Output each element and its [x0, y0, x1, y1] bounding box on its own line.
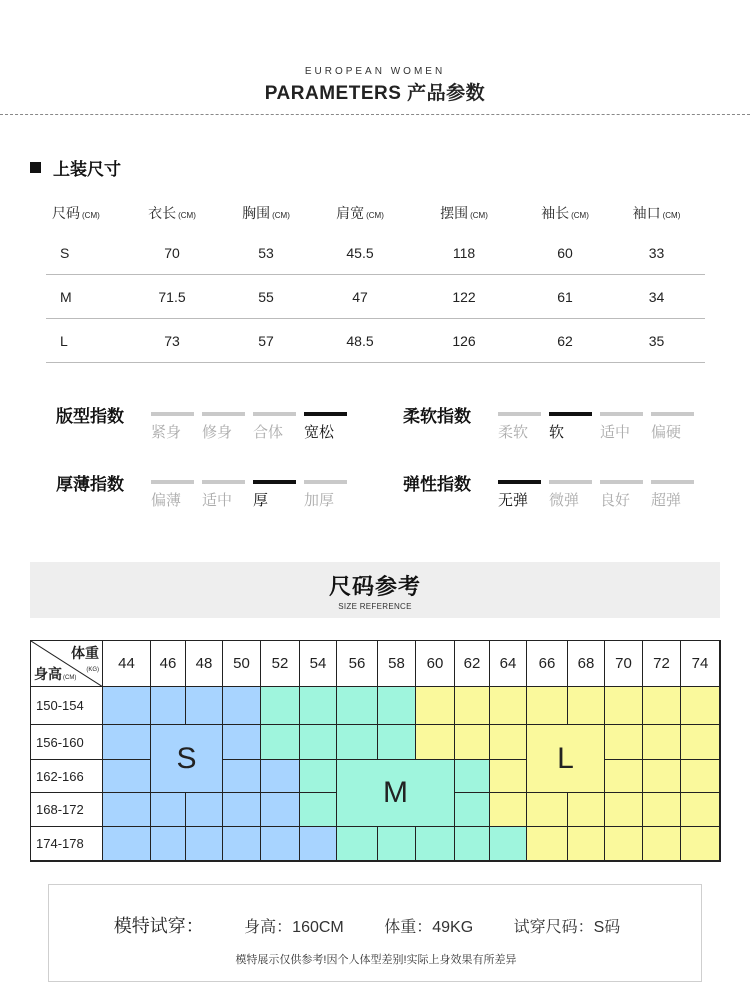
- index-level-bar: [549, 412, 592, 416]
- index-option: [651, 470, 694, 510]
- index-level-bar: [253, 412, 296, 416]
- section-title: 上装尺寸: [53, 160, 121, 179]
- size-grid-cell: [186, 827, 223, 861]
- header-subtitle: EUROPEAN WOMEN: [304, 66, 446, 77]
- height-row-label: 150-154: [31, 687, 103, 725]
- column-header: [126, 203, 218, 223]
- size-reference-grid: [30, 640, 721, 862]
- index-option: [304, 402, 347, 442]
- weight-header-cell: 72: [643, 641, 681, 687]
- model-info-box: [48, 884, 702, 982]
- column-header-label: 尺码: [52, 205, 80, 221]
- index-level-bar: [304, 412, 347, 416]
- weight-header-cell: 48: [186, 641, 223, 687]
- size-grid-cell: [186, 687, 223, 725]
- index-option-label: 微弹: [549, 492, 580, 509]
- size-grid-cell: [605, 793, 643, 827]
- weight-header-cell: 52: [261, 641, 300, 687]
- index-option-label: 合体: [253, 424, 284, 441]
- table-cell: 122: [452, 288, 476, 305]
- index-option-label: 软: [549, 424, 565, 441]
- column-header: [314, 203, 406, 223]
- size-grid-cell: [681, 760, 720, 793]
- index-option-label: 偏硬: [651, 424, 682, 441]
- index-option: [202, 402, 245, 442]
- size-reference-banner: [30, 562, 720, 618]
- index-level-bar: [651, 480, 694, 484]
- table-cell: 61: [557, 288, 573, 305]
- column-header-label: 袖口: [632, 205, 661, 221]
- size-grid-cell: [300, 687, 337, 725]
- column-header: [218, 203, 314, 223]
- size-grid-cell: [261, 687, 300, 725]
- index-option: [600, 470, 643, 510]
- size-grid-cell: [455, 687, 490, 725]
- size-grid-cell: [103, 687, 151, 725]
- index-option: [600, 402, 643, 442]
- table-cell: 71.5: [158, 288, 186, 305]
- weight-header-cell: 74: [681, 641, 720, 687]
- index-option: [253, 402, 296, 442]
- index-option-label: 超弹: [651, 492, 682, 509]
- corner-height-label: [34, 664, 76, 684]
- size-grid-cell: [681, 687, 720, 725]
- size-grid-cell: [681, 793, 720, 827]
- corner-cell: [31, 641, 103, 687]
- index-level-bar: [304, 480, 347, 484]
- size-grid-cell: [261, 793, 300, 827]
- corner-height-text: 身高: [34, 666, 62, 682]
- index-option-label: 紧身: [151, 424, 182, 441]
- size-grid-cell: [103, 793, 151, 827]
- weight-header-cell: 68: [568, 641, 605, 687]
- size-grid-cell: [681, 725, 720, 760]
- index-option: [549, 470, 592, 510]
- size-grid-cell: [300, 760, 337, 793]
- size-grid-cell: [223, 687, 261, 725]
- unit-label: (CM): [470, 211, 488, 220]
- table-cell: 33: [648, 244, 665, 261]
- size-grid-cell: [337, 725, 378, 760]
- index-level-bar: [600, 480, 643, 484]
- height-row-label: 156-160: [31, 725, 103, 760]
- table-cell: 53: [258, 244, 274, 261]
- size-grid-cell: [490, 793, 527, 827]
- size-grid-cell: [337, 687, 378, 725]
- table-cell: 55: [258, 288, 274, 305]
- table-row: [46, 275, 705, 319]
- corner-height-unit: (CM): [63, 675, 77, 681]
- measurement-table: [46, 195, 705, 363]
- size-grid-cell: [643, 725, 681, 760]
- size-grid-cell: [455, 760, 490, 793]
- size-zone-label: S: [151, 725, 223, 793]
- size-grid-cell: [527, 793, 568, 827]
- size-grid-cell: [490, 725, 527, 760]
- index-option: [498, 402, 541, 442]
- table-header-row: [46, 195, 705, 231]
- size-grid-cell: [568, 687, 605, 725]
- size-grid-cell: [223, 827, 261, 861]
- weight-header-cell: 64: [490, 641, 527, 687]
- model-note: 模特展示仅供参考!因个人体型差别!实际上身效果有所差异: [235, 954, 517, 966]
- table-cell: 48.5: [346, 332, 374, 349]
- size-grid-cell: [261, 725, 300, 760]
- unit-label: (CM): [571, 211, 589, 220]
- size-grid-cell: [300, 725, 337, 760]
- size-grid-cell: [643, 687, 681, 725]
- index-option: [304, 470, 347, 510]
- model-label: 模特试穿：: [113, 916, 204, 936]
- index-level-bar: [253, 480, 296, 484]
- table-cell: 70: [164, 244, 180, 261]
- corner-weight-label: [71, 643, 99, 673]
- index-level-bar: [202, 412, 245, 416]
- unit-label: (CM): [82, 211, 100, 220]
- column-header-label: 袖长: [541, 205, 570, 221]
- index-option: [151, 402, 194, 442]
- weight-header-cell: 50: [223, 641, 261, 687]
- table-cell: 62: [557, 332, 573, 349]
- table-cell: M: [60, 288, 72, 305]
- size-grid-cell: [151, 827, 186, 861]
- index-level-bar: [600, 412, 643, 416]
- index-level-bar: [498, 412, 541, 416]
- table-cell: L: [60, 332, 68, 349]
- size-grid-cell: [455, 793, 490, 827]
- index-option: [651, 402, 694, 442]
- index-option: [202, 470, 245, 510]
- model-height: 身高：160CM: [244, 919, 344, 936]
- column-header-label: 摆围: [440, 205, 469, 221]
- table-row: [46, 319, 705, 363]
- weight-header-cell: 60: [416, 641, 455, 687]
- index-option: [253, 470, 296, 510]
- size-grid-cell: [416, 687, 455, 725]
- column-header-label: 胸围: [242, 205, 271, 221]
- index-label: 版型指数: [56, 407, 124, 426]
- size-zone-label: M: [337, 760, 455, 827]
- height-row-label: 168-172: [31, 793, 103, 827]
- column-header-label: 肩宽: [336, 205, 365, 221]
- size-grid-cell: [186, 793, 223, 827]
- size-grid-cell: [416, 827, 455, 861]
- index-level-bar: [202, 480, 245, 484]
- table-cell: 45.5: [346, 244, 374, 261]
- size-grid-cell: [490, 687, 527, 725]
- size-grid-cell: [490, 827, 527, 861]
- index-label: 厚薄指数: [56, 475, 124, 494]
- size-grid-cell: [300, 827, 337, 861]
- index-option-label: 宽松: [304, 424, 335, 441]
- table-cell: 57: [258, 332, 274, 349]
- index-option-label: 偏薄: [151, 492, 182, 509]
- weight-header-cell: 70: [605, 641, 643, 687]
- index-option-label: 良好: [600, 492, 631, 509]
- size-grid-cell: [103, 760, 151, 793]
- index-label: 弹性指数: [403, 475, 471, 494]
- weight-header-cell: 62: [455, 641, 490, 687]
- table-cell: 35: [648, 332, 665, 349]
- table-cell: 126: [452, 332, 476, 349]
- index-option-label: 厚: [253, 492, 269, 509]
- height-row-label: 162-166: [31, 760, 103, 793]
- size-grid-cell: [605, 725, 643, 760]
- size-grid-cell: [223, 760, 261, 793]
- model-info-line: [49, 912, 703, 938]
- size-grid-cell: [455, 827, 490, 861]
- table-row: [46, 231, 705, 275]
- square-bullet-icon: [30, 162, 41, 173]
- index-option-label: 加厚: [304, 492, 335, 509]
- size-grid-cell: [605, 687, 643, 725]
- size-zone-label: L: [527, 725, 605, 793]
- size-grid-cell: [378, 827, 416, 861]
- table-cell: S: [60, 244, 70, 261]
- index-label: 柔软指数: [403, 407, 471, 426]
- column-header: [406, 203, 522, 223]
- weight-header-cell: 44: [103, 641, 151, 687]
- table-cell: 60: [557, 244, 573, 261]
- weight-header-cell: 54: [300, 641, 337, 687]
- index-level-bar: [151, 412, 194, 416]
- column-header: [46, 203, 126, 223]
- model-size: 试穿尺码：S码: [513, 919, 621, 936]
- size-reference-subtitle: SIZE REFERENCE: [338, 602, 412, 611]
- size-grid-cell: [605, 760, 643, 793]
- size-grid-cell: [681, 827, 720, 861]
- size-grid-cell: [527, 687, 568, 725]
- size-grid-cell: [151, 793, 186, 827]
- size-grid-cell: [643, 827, 681, 861]
- height-row-label: 174-178: [31, 827, 103, 861]
- size-grid-cell: [416, 725, 455, 760]
- index-level-bar: [498, 480, 541, 484]
- index-option: [151, 470, 194, 510]
- size-grid-cell: [261, 760, 300, 793]
- size-grid-cell: [527, 827, 568, 861]
- size-grid-cell: [337, 827, 378, 861]
- header-title: PARAMETERS 产品参数: [264, 83, 486, 104]
- size-grid-cell: [378, 687, 416, 725]
- table-cell: 47: [352, 288, 368, 305]
- index-option-label: 柔软: [498, 424, 529, 441]
- size-grid-cell: [455, 725, 490, 760]
- weight-header-cell: 56: [337, 641, 378, 687]
- index-option: [549, 402, 592, 442]
- index-level-bar: [651, 412, 694, 416]
- weight-header-cell: 58: [378, 641, 416, 687]
- table-cell: 34: [648, 288, 665, 305]
- index-level-bar: [151, 480, 194, 484]
- size-grid-cell: [261, 827, 300, 861]
- size-grid-cell: [568, 793, 605, 827]
- size-grid-cell: [568, 827, 605, 861]
- weight-header-cell: 46: [151, 641, 186, 687]
- size-reference-title: 尺码参考: [328, 574, 421, 599]
- size-grid-cell: [103, 725, 151, 760]
- column-header: [608, 203, 705, 223]
- corner-weight-text: 体重: [71, 645, 99, 661]
- size-grid-cell: [605, 827, 643, 861]
- size-grid-cell: [223, 793, 261, 827]
- unit-label: (CM): [366, 211, 384, 220]
- column-header-label: 衣长: [148, 205, 177, 221]
- corner-weight-unit: (KG): [86, 667, 99, 673]
- unit-label: (CM): [178, 211, 196, 220]
- unit-label: (CM): [662, 211, 681, 220]
- section-heading: [30, 155, 121, 180]
- index-level-bar: [549, 480, 592, 484]
- size-grid-cell: [643, 793, 681, 827]
- index-option-label: 适中: [600, 424, 631, 441]
- size-grid-cell: [490, 760, 527, 793]
- dashed-divider: [0, 114, 750, 115]
- column-header: [522, 203, 608, 223]
- size-grid-cell: [643, 760, 681, 793]
- weight-header-cell: 66: [527, 641, 568, 687]
- table-cell: 118: [452, 244, 476, 261]
- size-grid-cell: [223, 725, 261, 760]
- index-option-label: 修身: [202, 424, 233, 441]
- size-grid-cell: [103, 827, 151, 861]
- table-cell: 73: [164, 332, 180, 349]
- index-option-label: 无弹: [498, 492, 529, 509]
- unit-label: (CM): [272, 211, 290, 220]
- size-grid-cell: [378, 725, 416, 760]
- size-grid-cell: [300, 793, 337, 827]
- model-weight: 体重：49KG: [384, 919, 474, 936]
- index-option: [498, 470, 541, 510]
- size-grid-cell: [151, 687, 186, 725]
- index-option-label: 适中: [202, 492, 233, 509]
